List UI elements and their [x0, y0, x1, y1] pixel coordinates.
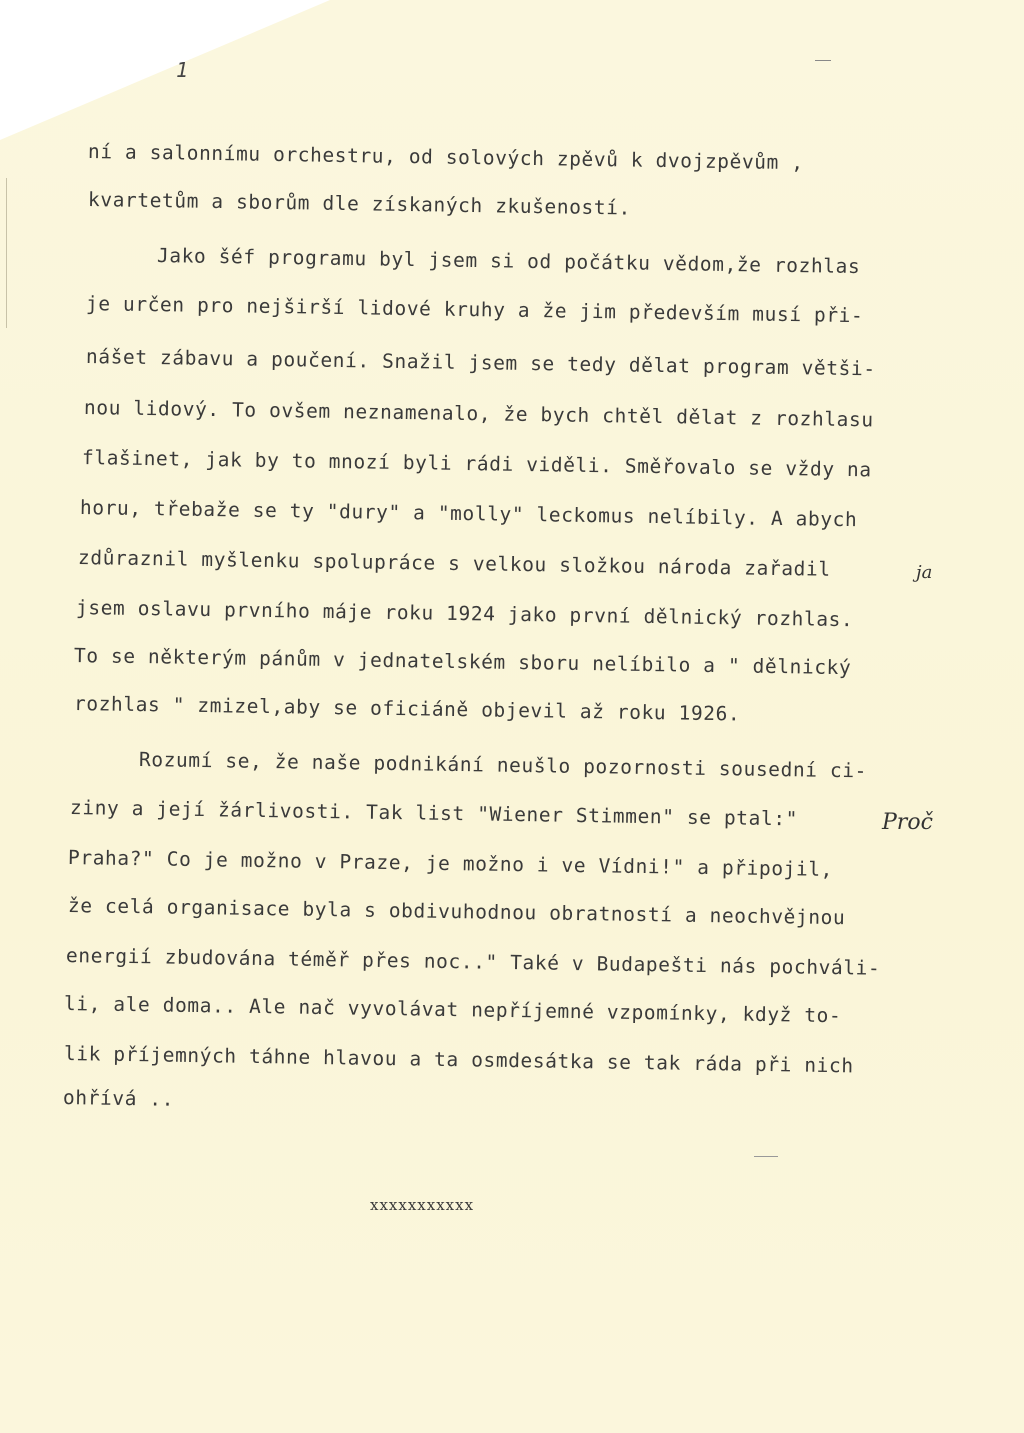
end-mark: xxxxxxxxxxx — [370, 1196, 475, 1214]
text-line: flašinet, jak by to mnozí byli rádi viděli. Směřovalo se vždy na — [81, 446, 872, 482]
text-line: zdůraznil myšlenku spolupráce s velkou složkou národa zařadil — [77, 546, 831, 581]
text-line: ní a salonnímu orchestru, od solových zpěvů k dvojzpěvům , — [87, 140, 804, 175]
handwritten-correction: Proč — [882, 810, 933, 835]
text-line: energií zbudována téměř přes noc.." Také v Budapešti nás pochváli- — [65, 944, 881, 980]
page-edge-shadow — [6, 178, 7, 328]
margin-dash — [754, 1156, 778, 1157]
text-line: lik příjemných táhne hlavou a ta osmdesátka se tak ráda při nich — [63, 1042, 854, 1078]
folded-corner — [0, 0, 330, 140]
text-line: ziny a její žárlivosti. Tak list "Wiener Stimmen" se ptal:" — [69, 796, 799, 831]
text-line: Jako šéf programu byl jsem si od počátku vědom,že rozhlas — [156, 244, 861, 279]
text-line: Praha?" Co je možno v Praze, je možno i ve Vídni!" a připojil, — [67, 846, 834, 882]
text-line: Rozumí se, že naše podnikání neušlo pozornosti sousední ci- — [138, 748, 868, 783]
text-line: ohřívá .. — [62, 1086, 175, 1111]
page-marker: 1 — [176, 58, 189, 82]
handwritten-correction: ja — [916, 562, 933, 583]
text-line: jsem oslavu prvního máje roku 1924 jako první dělnický rozhlas. — [75, 596, 854, 632]
text-line: nou lidový. To ovšem neznamenalo, že bych chtěl dělat z rozhlasu — [83, 396, 874, 432]
text-line: To se některým pánům v jednatelském sboru nelíbilo a " dělnický — [73, 644, 852, 680]
text-line: je určen pro nejširší lidové kruhy a že jim především musí při- — [85, 292, 864, 328]
margin-dash — [815, 60, 831, 61]
text-line: že celá organisace byla s obdivuhodnou obratností a neochvějnou — [67, 894, 846, 930]
text-line: horu, třebaže se ty "dury" a "molly" leckomus nelíbily. A abych — [79, 496, 858, 532]
text-line: rozhlas " zmizel,aby se oficiáně objevil až roku 1926. — [73, 692, 741, 726]
text-line: li, ale doma.. Ale nač vyvolávat nepříjemné vzpomínky, když to- — [63, 992, 842, 1028]
text-line: kvartetům a sborům dle získaných zkušeností. — [87, 188, 632, 220]
text-line: nášet zábavu a poučení. Snažil jsem se tedy dělat program větši- — [85, 345, 876, 381]
